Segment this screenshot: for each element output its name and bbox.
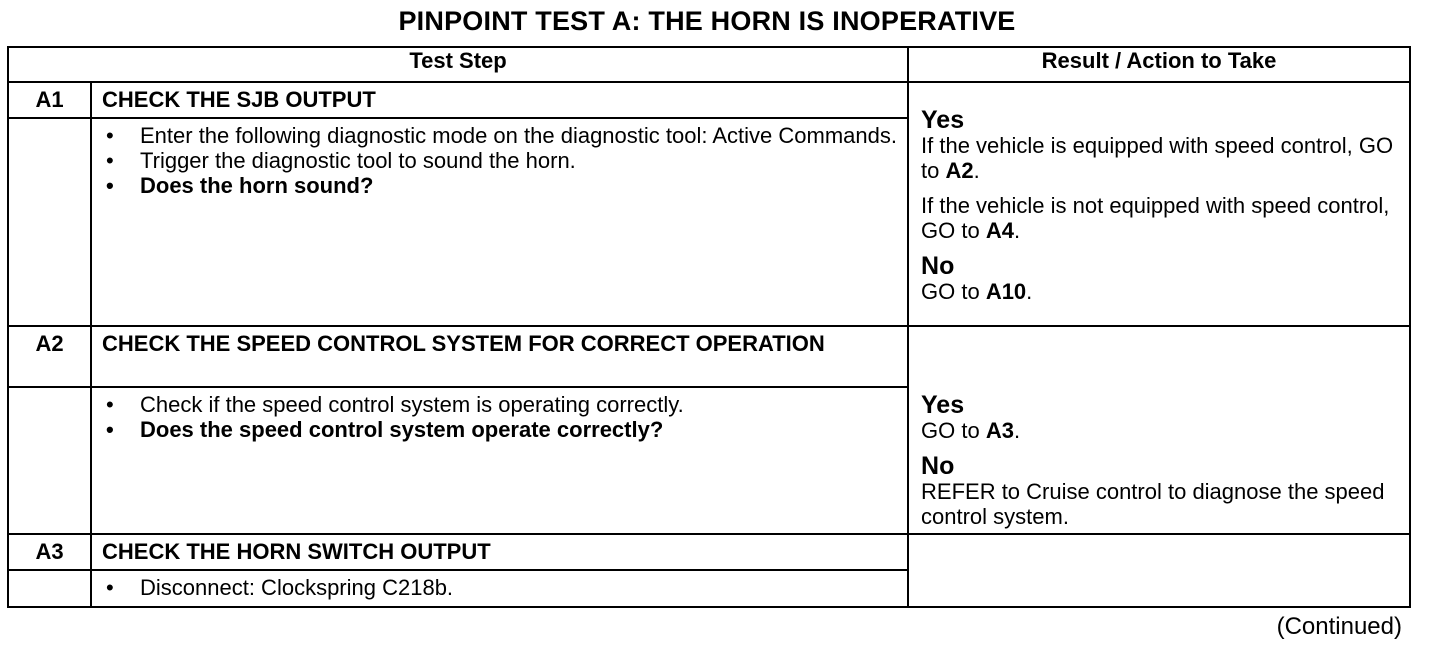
step-a3-title-row: [8, 534, 1410, 570]
step-a3-instructions: [91, 570, 908, 607]
step-a1-title-row: [8, 82, 1410, 118]
step-ref: A4: [985, 218, 1014, 243]
step-id: A2: [8, 326, 91, 387]
step-a1-result: [908, 82, 1410, 326]
step-a1-instructions: [91, 118, 908, 326]
no-label: No: [921, 252, 955, 280]
pinpoint-test-table: [7, 46, 1411, 608]
no-label: No: [921, 452, 955, 480]
step-a3-result: [908, 534, 1410, 607]
step-spacer: [8, 570, 91, 607]
list-item: • Trigger the diagnostic tool to sound the horn.: [102, 148, 897, 173]
no-action: GO to A10.: [921, 279, 1033, 304]
step-spacer: [8, 118, 91, 326]
step-spacer: [8, 387, 91, 534]
step-title: CHECK THE SJB OUTPUT: [91, 82, 908, 118]
step-a2-title-row: [8, 326, 1410, 387]
yes-action-1: If the vehicle is equipped with speed control, GO to A2.: [921, 133, 1394, 183]
header-result-action: Result / Action to Take: [908, 47, 1410, 82]
step-question: • Does the horn sound?: [102, 173, 897, 198]
step-ref: A3: [985, 418, 1014, 443]
step-ref: A10: [985, 279, 1027, 304]
step-title: CHECK THE SPEED CONTROL SYSTEM FOR CORRECT OPERATION: [91, 326, 908, 387]
step-question: • Does the speed control system operate correctly?: [102, 417, 897, 442]
table-header-row: [8, 47, 1410, 82]
continued-label: (Continued): [1276, 613, 1402, 640]
yes-action-2: If the vehicle is not equipped with speed control, GO to A4.: [921, 193, 1390, 243]
no-action: REFER to Cruise control to diagnose the speed control system.: [921, 479, 1385, 529]
step-ref: A2: [945, 158, 974, 183]
list-item: • Check if the speed control system is operating correctly.: [102, 392, 897, 417]
header-test-step: Test Step: [8, 47, 908, 82]
step-id: A1: [8, 82, 91, 118]
step-a2-result: [908, 326, 1410, 534]
step-id: A3: [8, 534, 91, 570]
list-item: • Enter the following diagnostic mode on the diagnostic tool: Active Commands.: [102, 123, 897, 148]
step-a2-instructions: [91, 387, 908, 534]
yes-action: GO to A3.: [921, 418, 1021, 443]
yes-label: Yes: [921, 106, 965, 134]
page-title: PINPOINT TEST A: THE HORN IS INOPERATIVE: [398, 6, 1016, 36]
step-title: CHECK THE HORN SWITCH OUTPUT: [91, 534, 908, 570]
list-item: • Disconnect: Clockspring C218b.: [102, 575, 897, 600]
yes-label: Yes: [921, 391, 965, 419]
